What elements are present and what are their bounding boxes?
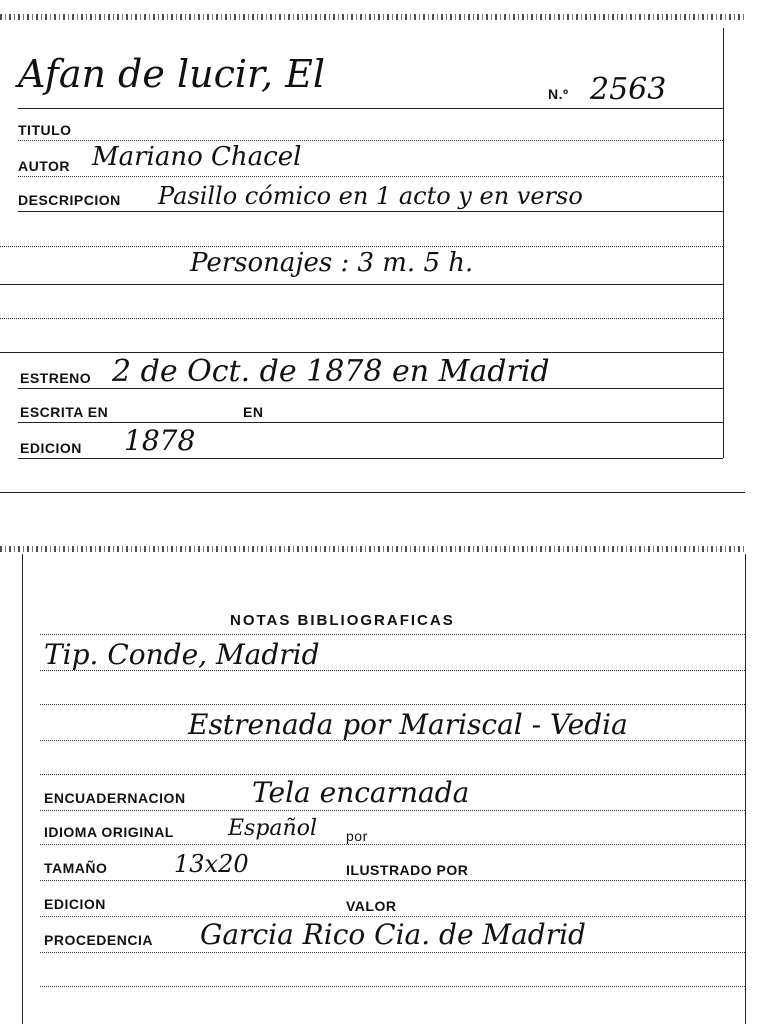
descripcion-value: Pasillo cómico en 1 acto y en verso (158, 182, 583, 210)
rule (40, 810, 745, 811)
edicion2-label: EDICION (44, 896, 106, 912)
tamano-value: 13x20 (174, 850, 249, 878)
estreno-value: 2 de Oct. de 1878 en Madrid (112, 354, 550, 389)
card-right-edge (745, 554, 746, 1024)
edicion-value: 1878 (124, 424, 196, 457)
escrita-en-label: ESCRITA EN (20, 404, 109, 420)
rule (18, 176, 723, 177)
rule (40, 704, 745, 705)
rule (0, 318, 723, 319)
rule (18, 211, 723, 212)
rule (40, 634, 745, 635)
catalog-card-top (0, 0, 759, 500)
note-line-1: Tip. Conde, Madrid (44, 638, 320, 671)
personajes-value: Personajes : 3 m. 5 h. (190, 248, 474, 278)
card-bottom-edge (0, 492, 745, 493)
procedencia-value: Garcia Rico Cia. de Madrid (200, 918, 586, 951)
encuadernacion-value: Tela encarnada (252, 776, 470, 809)
rule (18, 140, 723, 141)
tamano-label: TAMAÑO (44, 860, 108, 876)
card-right-edge (723, 28, 724, 458)
rule (0, 352, 723, 353)
valor-label: VALOR (346, 898, 397, 914)
titulo-label: TITULO (18, 122, 72, 138)
rule (40, 916, 745, 917)
rule (40, 986, 745, 987)
rule (18, 458, 723, 459)
idioma-value: Español (228, 816, 317, 841)
rule (40, 774, 745, 775)
autor-value: Mariano Chacel (92, 142, 302, 172)
ilustrado-label: ILUSTRADO POR (346, 862, 469, 878)
estreno-label: ESTRENO (20, 370, 92, 386)
title-handwritten: Afan de lucir, El (18, 52, 326, 96)
rule (18, 108, 723, 109)
card-top-edge (0, 546, 745, 552)
edicion-label: EDICION (20, 440, 82, 456)
rule (18, 388, 723, 389)
encuadernacion-label: ENCUADERNACION (44, 790, 186, 806)
rule (40, 880, 745, 881)
catalog-card-bottom (0, 540, 759, 1028)
descripcion-label: DESCRIPCION (18, 192, 121, 208)
note-line-2: Estrenada por Mariscal - Vedia (188, 708, 628, 741)
rule (0, 246, 723, 247)
por-label: por (346, 828, 368, 844)
card-left-edge (22, 554, 23, 1024)
rule (40, 740, 745, 741)
number-value: 2563 (590, 72, 667, 107)
autor-label: AUTOR (18, 158, 71, 174)
notas-heading: NOTAS BIBLIOGRAFICAS (230, 612, 455, 629)
procedencia-label: PROCEDENCIA (44, 932, 153, 948)
rule (40, 844, 745, 845)
idioma-label: IDIOMA ORIGINAL (44, 824, 174, 840)
en-label: EN (243, 404, 264, 420)
number-label: N.º (548, 86, 569, 102)
rule (18, 422, 723, 423)
rule (0, 284, 723, 285)
card-top-edge (0, 14, 745, 20)
rule (40, 670, 745, 671)
rule (40, 952, 745, 953)
